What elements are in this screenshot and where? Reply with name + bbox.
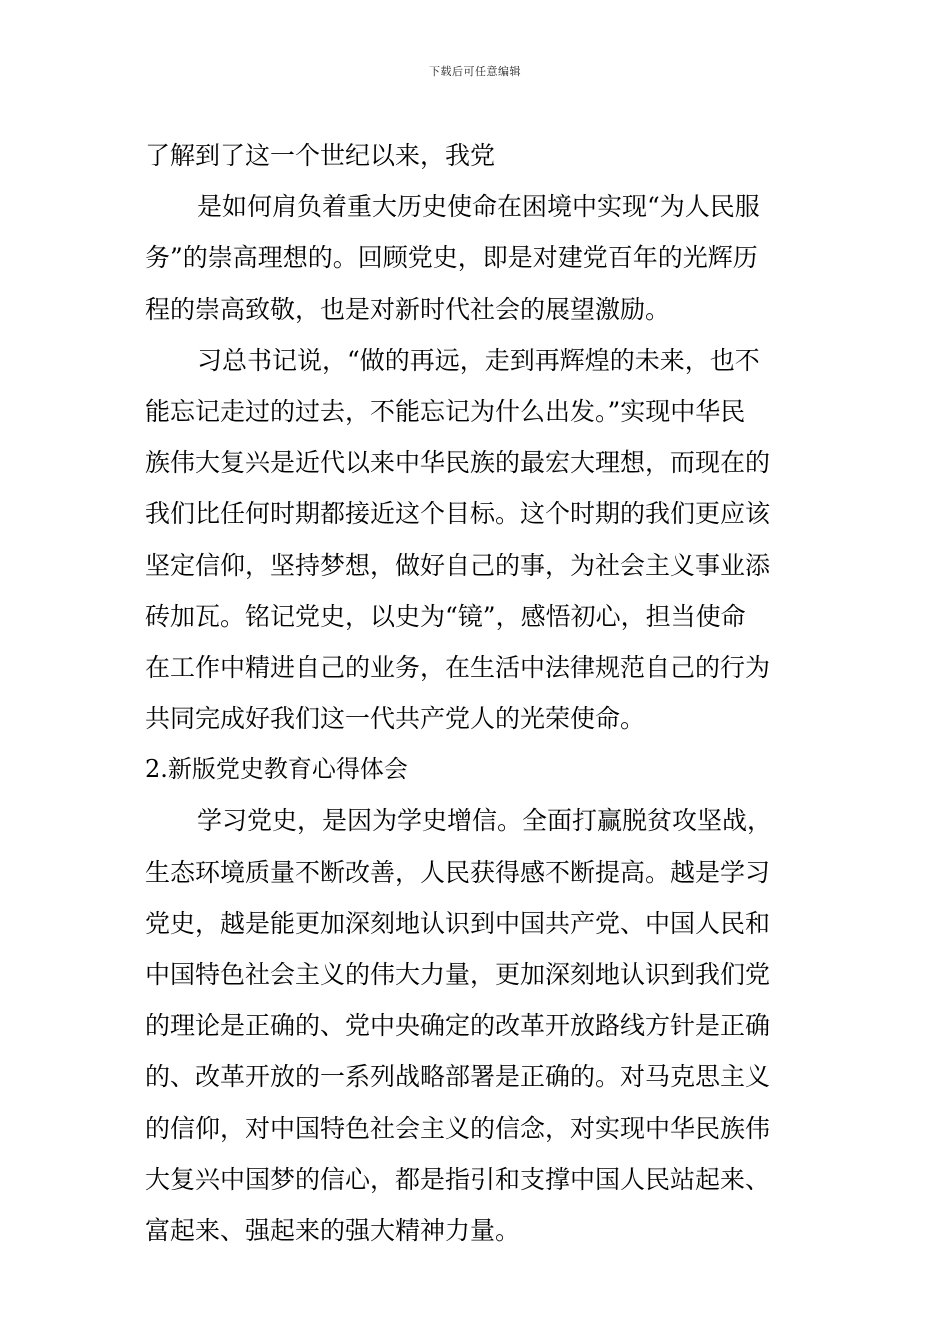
- section-heading: 2.新版党史教育心得体会: [145, 755, 408, 784]
- text-line: 坚定信仰，坚持梦想，做好自己的事，为社会主义事业添: [145, 550, 771, 580]
- text-line: 大复兴中国梦的信心，都是指引和支撑中国人民站起来、: [145, 1164, 771, 1194]
- paragraph-start-line: 习总书记说，“做的再远，走到再辉煌的未来，也不: [197, 345, 760, 375]
- text-line: 族伟大复兴是近代以来中华民族的最宏大理想，而现在的: [145, 448, 771, 478]
- page-header-note: 下载后可任意编辑: [429, 65, 521, 78]
- paragraph-start-line: 学习党史，是因为学史增信。全面打赢脱贫攻坚战，: [197, 806, 773, 836]
- text-line: 中国特色社会主义的伟大力量，更加深刻地认识到我们党: [145, 960, 771, 989]
- document-body: [145, 130, 807, 1256]
- text-line: 的理论是正确的、党中央确定的改革开放路线方针是正确: [145, 1011, 771, 1041]
- text-line: 的信仰，对中国特色社会主义的信念，对实现中华民族伟: [145, 1113, 771, 1143]
- text-line: 在工作中精进自己的业务，在生活中法律规范自己的行为: [145, 652, 771, 682]
- text-line: 的、改革开放的一系列战略部署是正确的。对马克思主义: [145, 1062, 771, 1092]
- text-line: 务”的崇高理想的。回顾党史，即是对建党百年的光辉历: [145, 243, 758, 273]
- text-line: 程的崇高致敬，也是对新时代社会的展望激励。: [145, 294, 671, 324]
- text-line: 富起来、强起来的强大精神力量。: [145, 1215, 521, 1245]
- text-line: 能忘记走过的过去，不能忘记为什么出发。”实现中华民: [145, 396, 746, 426]
- paragraph-start-line: 是如何肩负着重大历史使命在困境中实现“为人民服: [197, 192, 760, 222]
- text-line: 我们比任何时期都接近这个目标。这个时期的我们更应该: [145, 499, 771, 529]
- text-line: 生态环境质量不断改善，人民获得感不断提高。越是学习: [145, 857, 771, 887]
- text-line: 党史，越是能更加深刻地认识到中国共产党、中国人民和: [145, 908, 771, 938]
- text-line: 砖加瓦。铭记党史，以史为“镜”，感悟初心，担当使命: [145, 601, 746, 631]
- text-line: 共同完成好我们这一代共产党人的光荣使命。: [145, 704, 646, 734]
- text-line: 了解到了这一个世纪以来，我党: [145, 141, 496, 170]
